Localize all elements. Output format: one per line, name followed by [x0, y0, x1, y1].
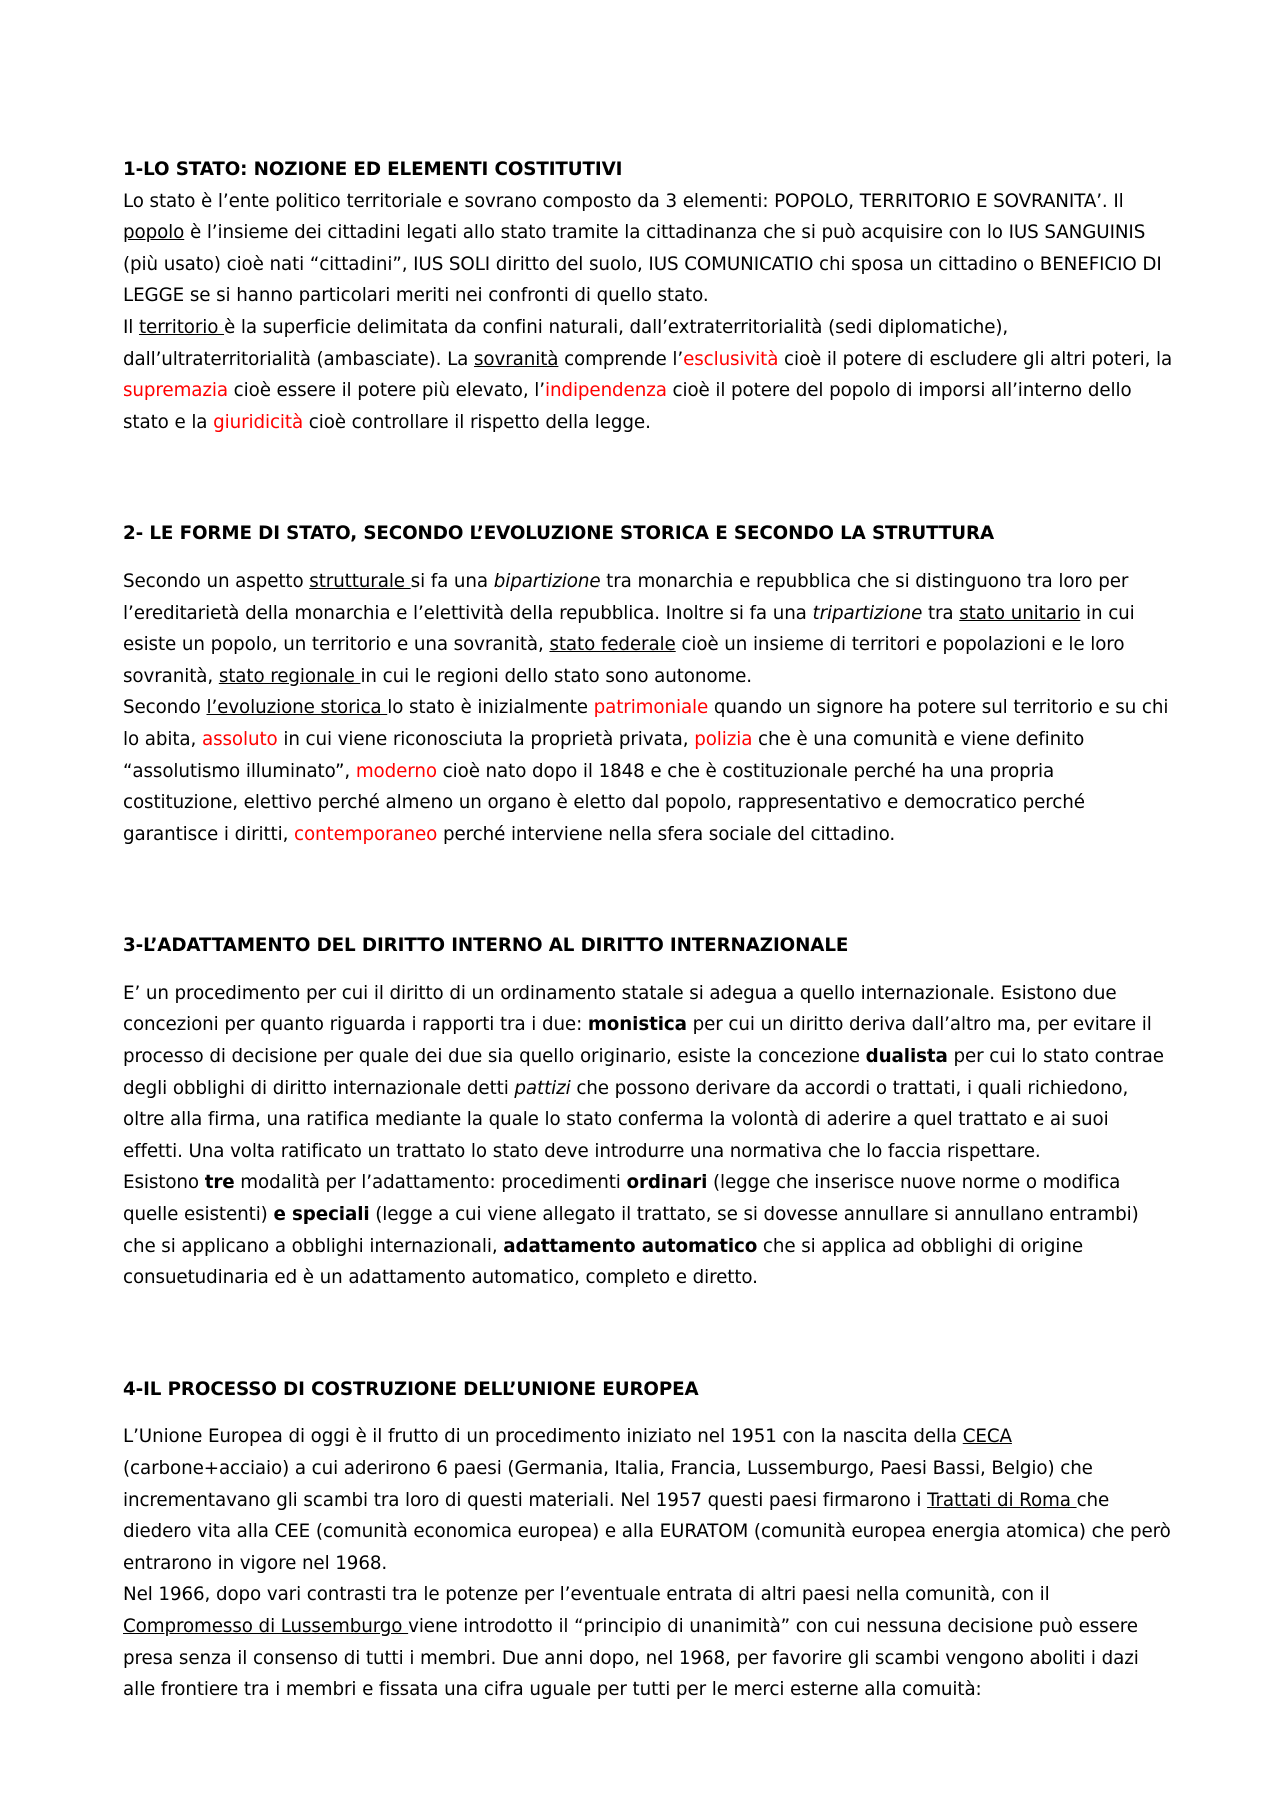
- text: che è una comunità e viene definito “assolutismo illuminato”,: [123, 728, 1085, 782]
- underlined-term: CECA: [962, 1426, 1012, 1448]
- text: L’Unione Europea di oggi è il frutto di un procedimento iniziato nel 1951 con la nascita della: [123, 1426, 963, 1448]
- text: comprende l’: [558, 348, 684, 370]
- section-1-paragraph-2: [123, 312, 1173, 438]
- highlighted-term: esclusività: [683, 348, 779, 370]
- underlined-term: stato unitario: [959, 602, 1081, 624]
- italic-term: bipartizione: [493, 570, 601, 592]
- text: (carbone+acciaio) a cui aderirono 6 paesi (Germania, Italia, Francia, Lussemburgo, Paesi Bassi, Belgio) che incrementavano gli scambi tra loro di questi materiali. Nel 1957 questi paesi firmarono i: [123, 1458, 1093, 1511]
- text: cioè il potere di escludere gli altri poteri, la: [778, 348, 1173, 370]
- highlighted-term: moderno: [355, 760, 437, 782]
- section-2: [123, 518, 1173, 850]
- highlighted-term: supremazia: [123, 380, 228, 402]
- section-3-paragraph-1: [123, 978, 1173, 1168]
- underlined-term: strutturale: [309, 570, 411, 592]
- text: lo stato è inizialmente: [387, 697, 594, 719]
- text: Il: [123, 316, 139, 338]
- underlined-term: sovranità: [474, 348, 559, 370]
- text: (legge a cui viene allegato il trattato, se si dovesse annullare si annullano entrambi) che si applicano a obblighi internazionali,: [123, 1204, 1139, 1257]
- highlighted-term: polizia: [694, 728, 753, 750]
- underlined-term: stato federale: [549, 634, 676, 656]
- text: cioè essere il potere più elevato, l’: [227, 380, 545, 402]
- text: perché interviene nella sfera sociale del cittadino.: [437, 823, 896, 845]
- bold-term: tre: [204, 1172, 235, 1194]
- section-4: [123, 1374, 1173, 1706]
- text: che si applica ad obblighi di origine consuetudinaria ed è un adattamento automatico, completo e diretto.: [123, 1235, 1084, 1289]
- section-2-heading: 2- LE FORME DI STATO, SECONDO L’EVOLUZIONE STORICA E SECONDO LA STRUTTURA: [123, 523, 995, 545]
- highlighted-term: patrimoniale: [593, 697, 709, 719]
- text: Nel 1966, dopo vari contrasti tra le potenze per l’eventuale entrata di altri paesi nella comunità, con il: [123, 1584, 1050, 1606]
- text: che diedero vita alla CEE (comunità economica europea) e alla EURATOM (comunità europea energia atomica) che però entrarono in vigore nel 1968.: [123, 1489, 1171, 1574]
- text: in cui le regioni dello stato sono autonome.: [360, 665, 753, 687]
- underlined-term: stato regionale: [218, 665, 361, 687]
- section-2-paragraph-2: [123, 692, 1173, 850]
- bold-term: e speciali: [273, 1204, 370, 1226]
- section-1: [123, 154, 1173, 438]
- text: Secondo un aspetto: [123, 570, 310, 592]
- text: si fa una: [410, 570, 494, 592]
- section-2-paragraph-1: [123, 566, 1173, 692]
- text: Lo stato è l’ente politico territoriale e sovrano composto da 3 elementi: POPOLO, TERRITORIO E SOVRANITA’. Il: [123, 190, 1124, 212]
- section-3-paragraph-2: [123, 1167, 1173, 1293]
- bold-term: adattamento automatico: [503, 1235, 758, 1257]
- underlined-term: l’evoluzione storica: [206, 697, 388, 719]
- underlined-term: popolo: [123, 222, 185, 244]
- text: Esistono: [123, 1172, 205, 1194]
- highlighted-term: indipendenza: [544, 380, 667, 402]
- bold-term: ordinari: [626, 1172, 708, 1194]
- section-4-paragraph-1: [123, 1421, 1173, 1579]
- text: per cui lo stato contrae degli obblighi di diritto internazionale detti: [123, 1046, 1164, 1099]
- text: quando un signore ha potere sul territorio e su chi lo abita,: [123, 697, 1169, 750]
- section-1-heading: 1-LO STATO: NOZIONE ED ELEMENTI COSTITUTIVI: [123, 159, 623, 180]
- bold-term: dualista: [865, 1046, 948, 1068]
- text: modalità per l’adattamento: procedimenti: [234, 1172, 627, 1194]
- text: in cui viene riconosciuta la proprietà privata,: [277, 728, 695, 750]
- underlined-term: territorio: [138, 316, 225, 338]
- section-4-paragraph-2: [123, 1579, 1173, 1705]
- section-3: [123, 930, 1173, 1294]
- text: Secondo: [123, 697, 207, 719]
- highlighted-term: assoluto: [201, 728, 278, 750]
- text: per cui un diritto deriva dall’altro ma, per evitare il processo di decisione per quale dei due sia quello originario, esiste la concezione: [123, 1014, 1152, 1068]
- section-3-heading: 3-L’ADATTAMENTO DEL DIRITTO INTERNO AL DIRITTO INTERNAZIONALE: [123, 935, 849, 957]
- text: cioè controllare il rispetto della legge.: [303, 411, 651, 433]
- text: in cui esiste un popolo, un territorio e una sovranità,: [123, 602, 1135, 656]
- italic-term: tripartizione: [812, 602, 923, 624]
- text: è la superficie delimitata da confini naturali, dall’extraterritorialità (sedi diplomatiche), dall’ultraterritorialità (ambasciate). La: [123, 316, 1009, 370]
- text: cioè il potere del popolo di imporsi all’interno dello stato e la: [123, 380, 1132, 433]
- text: tra monarchia e repubblica che si distinguono tra loro per l’ereditarietà della monarchia e l’elettività della repubblica. Inoltre si fa una: [123, 570, 1129, 624]
- text: è l’insieme dei cittadini legati allo stato tramite la cittadinanza che si può acquisire con lo IUS SANGUINIS (più usato) cioè nati “cittadini”, IUS SOLI diritto del suolo, IUS COMUNICATIO chi sposa un cittadino o BENEFICIO DI LEGGE se si hanno particolari meriti nei confronti di quello stato.: [123, 222, 1162, 307]
- highlighted-term: contemporaneo: [294, 823, 438, 845]
- section-1-paragraph-1: [123, 186, 1173, 312]
- underlined-term: Compromesso di Lussemburgo: [123, 1615, 409, 1637]
- bold-term: monistica: [587, 1014, 687, 1036]
- document-body: [123, 154, 1173, 1706]
- text: cioè un insieme di territori e popolazioni e le loro sovranità,: [123, 634, 1125, 687]
- text: cioè nato dopo il 1848 e che è costituzionale perché ha una propria costituzione, elettivo perché almeno un organo è eletto dal popolo, rappresentativo e democratico perché garantisce i diritti,: [123, 760, 1085, 845]
- text: che possono derivare da accordi o trattati, i quali richiedono, oltre alla firma, una ratifica mediante la quale lo stato conferma la volontà di aderire a quel trattato e ai suoi effetti. Una volta ratificato un trattato lo stato deve introdurre una normativa che lo faccia rispettare.: [123, 1077, 1129, 1162]
- text: E’ un procedimento per cui il diritto di un ordinamento statale si adegua a quello internazionale. Esistono due concezioni per quanto riguarda i rapporti tra i due:: [123, 982, 1117, 1036]
- text: (legge che inserisce nuove norme o modifica quelle esistenti): [123, 1172, 1121, 1226]
- text: viene introdotto il “principio di unanimità” con cui nessuna decisione può essere presa senza il consenso di tutti i membri. Due anni dopo, nel 1968, per favorire gli scambi vengono aboliti i dazi alle frontiere tra i membri e fissata una cifra uguale per tutti per le merci esterne alla comuità:: [123, 1615, 1139, 1701]
- section-4-heading: 4-IL PROCESSO DI COSTRUZIONE DELL’UNIONE EUROPEA: [123, 1378, 699, 1400]
- text: tra: [922, 602, 960, 624]
- highlighted-term: giuridicità: [213, 411, 304, 433]
- underlined-term: Trattati di Roma: [927, 1489, 1077, 1511]
- italic-term: pattizi: [514, 1077, 571, 1099]
